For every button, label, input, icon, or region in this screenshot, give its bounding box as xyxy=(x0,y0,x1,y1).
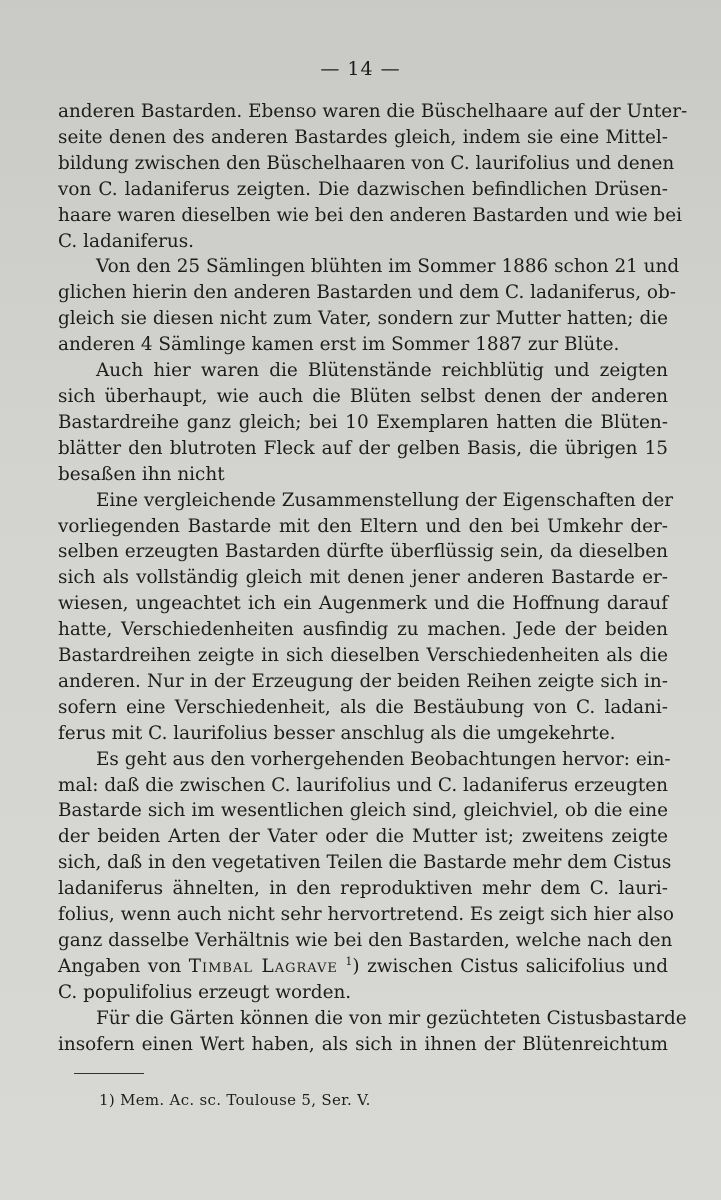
text-line: selben erzeugten Bastarden dürfte überflüssig sein, da dieselben xyxy=(58,541,668,563)
text-line: besaßen ihn nicht xyxy=(58,463,225,485)
text-line: Bastardreihen zeigte in sich dieselben Verschiedenheiten als die xyxy=(58,645,668,667)
text-line: mal: daß die zwischen C. laurifolius und C. ladaniferus erzeugten xyxy=(58,774,668,796)
paragraph xyxy=(58,747,674,954)
text-line: C. populifolius erzeugt worden. xyxy=(58,981,352,1003)
text-line: ladaniferus ähnelten, in den reproduktiven mehr dem C. lauri- xyxy=(58,878,668,900)
text-line: sich, daß in den vegetativen Teilen die Bastarde mehr dem Cistus xyxy=(58,852,672,874)
text-line: sich als vollständig gleich mit denen jener anderen Bastarde er- xyxy=(58,567,668,589)
body-text xyxy=(58,99,688,1058)
text-line: ganz dasselbe Verhältnis wie bei den Bastarden, welche nach den xyxy=(58,930,673,951)
text-line: haare waren dieselben wie bei den anderen Bastarden und wie bei xyxy=(58,204,682,226)
text-line: von C. ladaniferus zeigten. Die dazwischen befindlichen Drüsen- xyxy=(58,178,668,200)
text-line: insofern einen Wert haben, als sich in ihnen der Blütenreichtum xyxy=(58,1033,668,1055)
line-fragment: Angaben von xyxy=(58,955,189,977)
footnote-rule xyxy=(74,1073,144,1074)
text-line: blätter den blutroten Fleck auf der gelben Basis, die übrigen 15 xyxy=(58,437,668,459)
text-line: folius, wenn auch nicht sehr hervortretend. Es zeigt sich hier also xyxy=(58,904,674,926)
text-line: seite denen des anderen Bastardes gleich, indem sie eine Mittel- xyxy=(58,126,668,148)
text-line: glichen hierin den anderen Bastarden und dem C. ladaniferus, ob- xyxy=(58,282,676,304)
line-fragment: ) zwischen Cistus salicifolius und xyxy=(352,955,668,977)
text-line: bildung zwischen den Büschelhaaren von C. laurifolius und denen xyxy=(58,152,675,174)
paragraph xyxy=(58,488,674,747)
text-line: Auch hier waren die Blütenstände reichblütig und zeigten xyxy=(96,360,668,382)
paragraph xyxy=(58,358,668,488)
text-line: Bastardreihe ganz gleich; bei 10 Exemplaren hatten die Blüten- xyxy=(58,411,668,433)
text-line: der beiden Arten der Vater oder die Mutter ist; zweitens zeigte xyxy=(58,826,668,848)
text-line: anderen 4 Sämlinge kamen erst im Sommer 1887 zur Blüte. xyxy=(58,334,620,356)
text-line: vorliegenden Bastarde mit den Eltern und den bei Umkehr der- xyxy=(58,515,668,537)
text-line: Es geht aus den vorhergehenden Beobachtungen hervor: ein- xyxy=(96,748,671,770)
text-line: wiesen, ungeachtet ich ein Augenmerk und die Hoffnung darauf xyxy=(58,593,668,615)
text-line: gleich sie diesen nicht zum Vater, sondern zur Mutter hatten; die xyxy=(58,308,668,330)
text-line: sich überhaupt, wie auch die Blüten selbst denen der anderen xyxy=(58,385,668,407)
footnote: 1) Mem. Ac. sc. Toulouse 5, Ser. V. xyxy=(99,1091,371,1109)
text-line: sofern eine Verschiedenheit, als die Bestäubung von C. ladani- xyxy=(58,696,668,718)
paragraph xyxy=(58,1006,687,1058)
text-line: anderen Bastarden. Ebenso waren die Büschelhaare auf der Unter- xyxy=(58,101,688,122)
page-number: — 14 — xyxy=(320,58,401,80)
final-paragraph xyxy=(58,1006,687,1058)
author-name: Timbal Lagrave xyxy=(188,955,338,977)
text-line: C. ladaniferus. xyxy=(58,230,195,252)
text-line-author xyxy=(58,954,668,980)
paragraphs xyxy=(58,99,688,954)
text-line: Bastarde sich im wesentlichen gleich sind, gleichviel, ob die eine xyxy=(58,800,668,822)
text-line: Eine vergleichende Zusammenstellung der Eigenschaften der xyxy=(96,489,674,511)
text-line: ferus mit C. laurifolius besser anschlug als die umgekehrte. xyxy=(58,722,616,744)
paragraph xyxy=(58,254,680,358)
text-line: anderen. Nur in der Erzeugung der beiden Reihen zeigte sich in- xyxy=(58,670,668,692)
text-line: Von den 25 Sämlingen blühten im Sommer 1886 schon 21 und xyxy=(96,256,680,278)
text-line: hatte, Verschiedenheiten ausfindig zu machen. Jede der beiden xyxy=(58,619,668,641)
paragraph xyxy=(58,99,688,254)
text-line: Für die Gärten können die von mir gezüchteten Cistusbastarde xyxy=(96,1007,687,1029)
footnote-mark: 1 xyxy=(345,954,353,968)
